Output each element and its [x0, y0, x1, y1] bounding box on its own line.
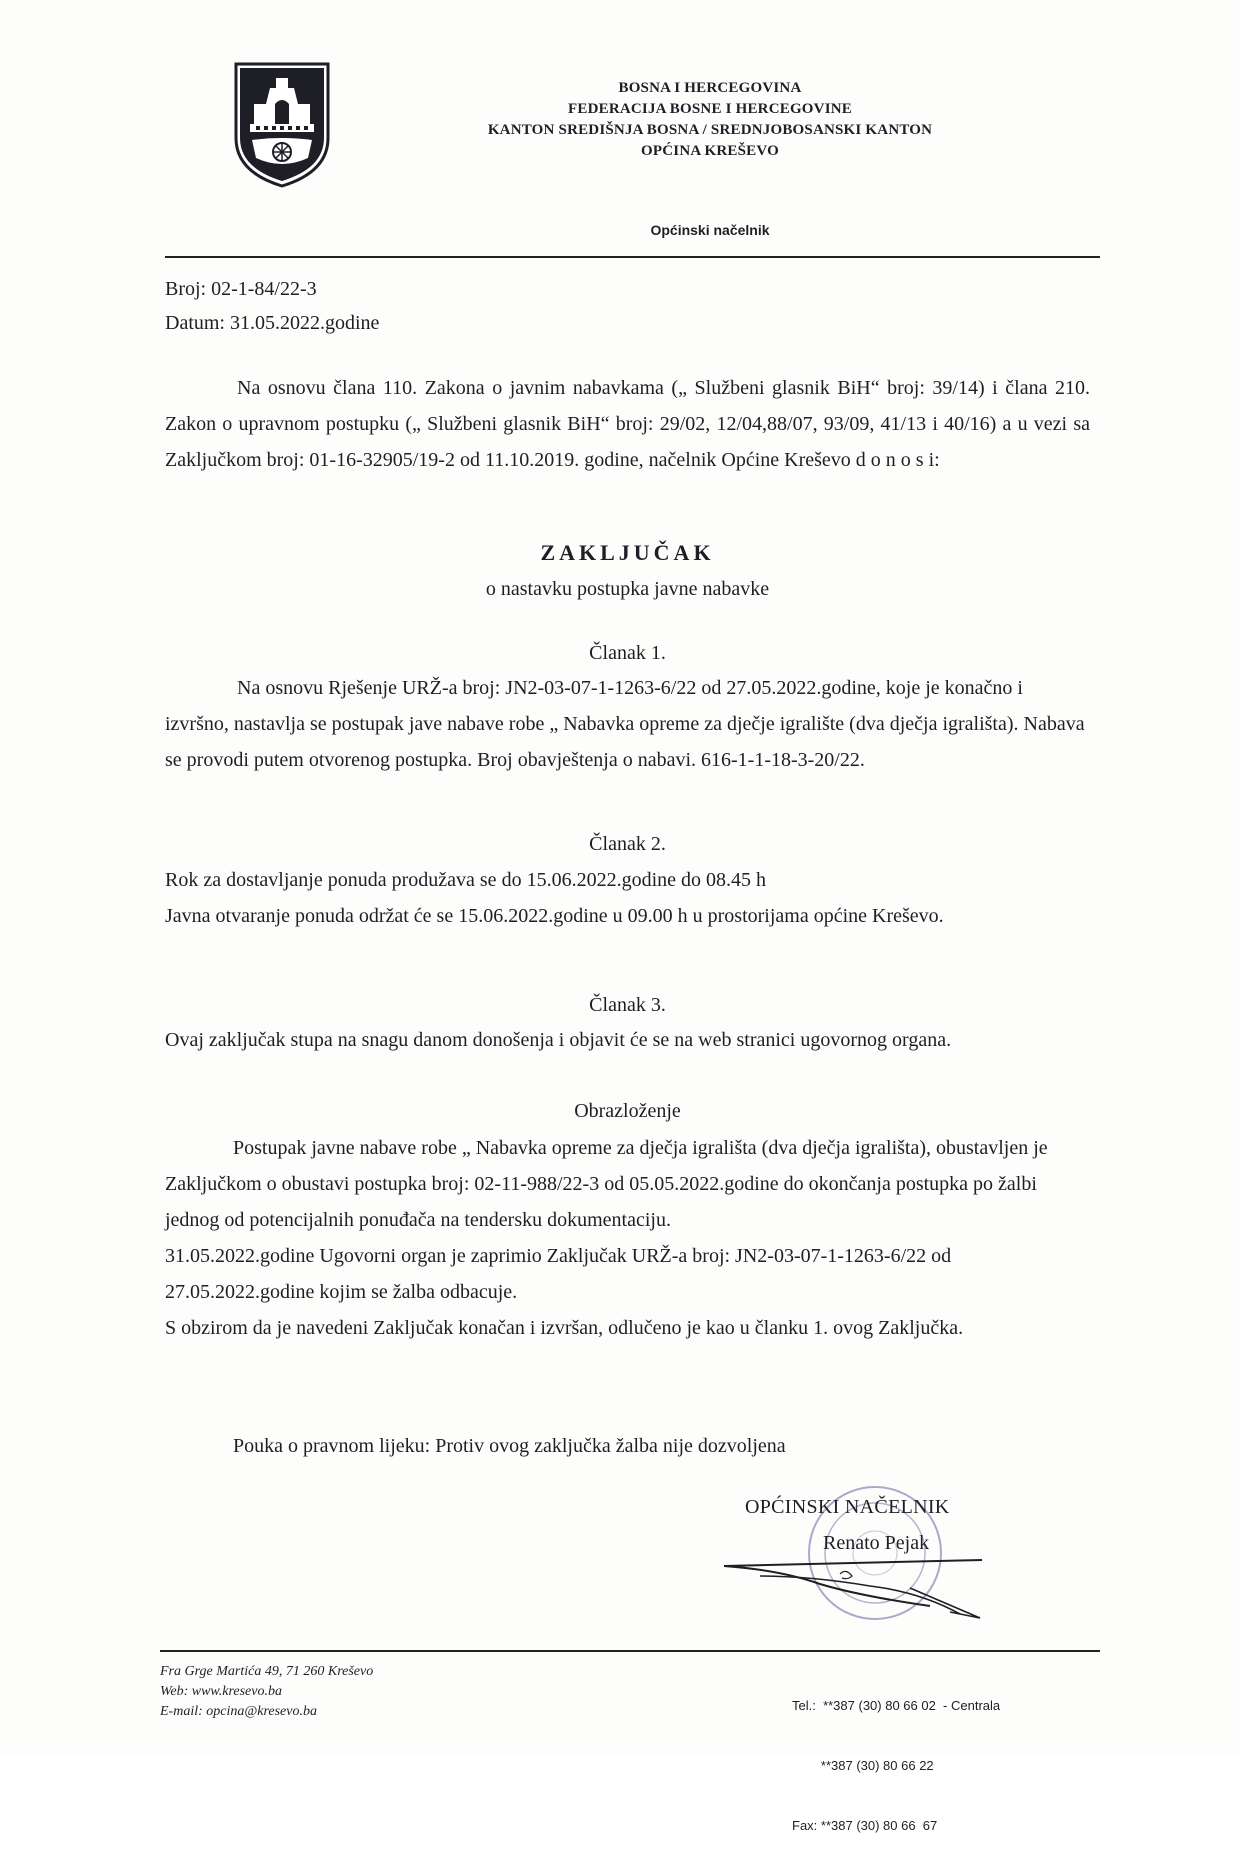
footer-divider — [160, 1650, 1100, 1652]
document-header — [450, 78, 970, 162]
legal-remedy — [165, 1428, 1090, 1464]
header-canton: KANTON SREDIŠNJA BOSNA / SREDNJOBOSANSKI KANTON — [487, 122, 933, 138]
footer-fax: Fax: **387 (30) 80 66 67 — [792, 1818, 938, 1833]
footer-address: Fra Grge Martića 49, 71 260 Kreševo — [160, 1664, 374, 1679]
footer-contact-left — [160, 1662, 373, 1722]
document-title: ZAKLJUČAK — [540, 540, 715, 565]
reference-date: Datum: 31.05.2022.godine — [165, 312, 380, 334]
footer-phone-central: Tel.: **387 (30) 80 66 02 - Centrala — [792, 1698, 1001, 1713]
signature-name: Renato Pejak — [823, 1532, 930, 1554]
article-2-line-2: Javna otvaranje ponuda održat će se 15.06.2022.godine u 09.00 h u prostorijama općine Kreševo. — [165, 905, 944, 927]
article-3-body — [165, 1022, 1090, 1058]
signature-title: OPĆINSKI NAČELNIK — [745, 1496, 950, 1518]
municipality-crest-icon — [232, 60, 332, 190]
article-2-heading: Članak 2. — [589, 833, 666, 855]
footer-contact-right — [792, 1656, 1000, 1876]
article-3-heading: Članak 3. — [589, 994, 666, 1016]
reasoning-paragraph-1: Postupak javne nabave robe „ Nabavka opreme za dječja igrališta (dva dječja igrališta), obustavljen je Zaključkom o obustavi postupka broj: 02-11-988/22-3 od 05.05.2022.godine do okončanja postupka po žalbi jednog od potencijalnih ponuđača na tendersku dokumentaciju. — [165, 1137, 1048, 1231]
reasoning-paragraph-3: S obzirom da je navedeni Zaključak konačan i izvršan, odlučeno je kao u članku 1. ovog Zaključka. — [165, 1317, 964, 1339]
header-country: BOSNA I HERCEGOVINA — [618, 80, 802, 96]
header-divider — [165, 256, 1100, 258]
handwritten-signature-icon — [720, 1488, 1020, 1648]
article-1-body — [165, 670, 1090, 778]
legal-remedy-text: Pouka o pravnom lijeku: Protiv ovog zaključka žalba nije dozvoljena — [233, 1435, 786, 1457]
article-2-line-1: Rok za dostavljanje ponuda produžava se do 15.06.2022.godine do 08.45 h — [165, 869, 766, 891]
reference-number: Broj: 02-1-84/22-3 — [165, 278, 317, 300]
header-federation: FEDERACIJA BOSNE I HERCEGOVINE — [568, 101, 852, 117]
header-municipality: OPĆINA KREŠEVO — [641, 143, 779, 159]
article-2-body — [165, 862, 1090, 934]
article-1-heading: Članak 1. — [589, 642, 666, 664]
footer-phone-secondary: **387 (30) 80 66 22 — [792, 1758, 934, 1773]
article-1-text: Na osnovu Rješenje URŽ-a broj: JN2-03-07-1-1263-6/22 od 27.05.2022.godine, koje je konačno i izvršno, nastavlja se postupak jave nabave robe „ Nabavka opreme za dječje igralište (dva dječja igrališta). Nabava se provodi putem otvorenog postupka. Broj obavještenja o nabavi. 616-1-1-18-3-20/22. — [165, 677, 1085, 771]
header-department: Općinski načelnik — [650, 222, 770, 238]
footer-email-link[interactable]: E-mail: opcina@kresevo.ba — [160, 1704, 317, 1719]
reference-block — [165, 272, 379, 340]
footer-web-link[interactable]: Web: www.kresevo.ba — [160, 1684, 282, 1699]
intro-paragraph — [165, 370, 1090, 478]
document-subtitle: o nastavku postupka javne nabavke — [485, 578, 770, 600]
reasoning-heading: Obrazloženje — [574, 1100, 681, 1122]
article-3-text: Ovaj zaključak stupa na snagu danom donošenja i objavit će se na web stranici ugovornog organa. — [165, 1029, 952, 1051]
reasoning-body — [165, 1130, 1090, 1346]
intro-text: Na osnovu člana 110. Zakona o javnim nabavkama („ Službeni glasnik BiH“ broj: 39/14) i člana 210. Zakon o upravnom postupku („ Službeni glasnik BiH“ broj: 29/02, 12/04,88/07, 93/09, 41/13 i 40/16) a u vezi sa Zaključkom broj: 01-16-32905/19-2 od 11.10.2019. godine, načelnik Općine Kreševo d o n o s i: — [165, 377, 1090, 471]
reasoning-paragraph-2: 31.05.2022.godine Ugovorni organ je zaprimio Zaključak URŽ-a broj: JN2-03-07-1-1263-6/22 od 27.05.2022.godine kojim se žalba odbacuje. — [165, 1245, 952, 1303]
